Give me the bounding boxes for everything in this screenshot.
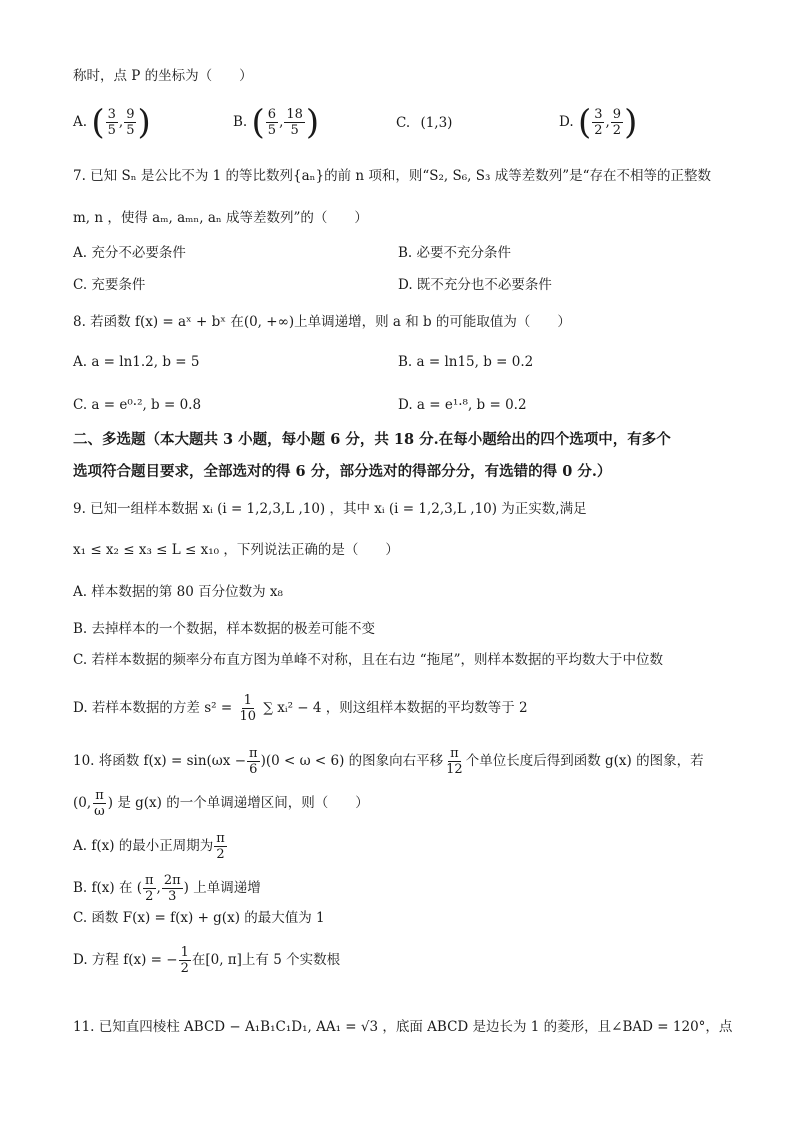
q6-option-b: B. ( $\frac{6}{5}$ , $\frac{18}{5}$ )	[233, 102, 320, 143]
q6-option-c	[396, 113, 452, 133]
q8-option-c: C. a = e⁰·², b = 0.8	[73, 397, 202, 413]
option-letter: A.	[73, 114, 88, 130]
frac-den: 5	[267, 123, 277, 138]
q7-stem-line1: 7. 已知 Sₙ 是公比不为 1 的等比数列{aₙ}的前 n 项和，则“S₂, S₆, S₃ 成等差数列”是“存在不相等的正整数	[73, 168, 711, 184]
frac-den: 5	[126, 123, 135, 138]
option-text: D. 若样本数据的方差 s² =	[73, 700, 233, 716]
stem-text: )(0 < ω < 6) 的图象向右平移	[260, 753, 444, 769]
frac-num: 9	[612, 107, 622, 122]
q8-option-a: A. a = ln1.2, b = 5	[73, 354, 200, 370]
q9-option-a: A. 样本数据的第 80 百分位数为 x₈	[73, 584, 283, 600]
q10-option-b: B. f(x) 在 ( $\frac{\pi}{2}$ , $\frac{2\pi}{3}$ ) 上单调递增	[73, 873, 261, 904]
q8-option-d: D. a = e¹·⁸, b = 0.2	[398, 397, 527, 413]
stem-text: 10. 将函数 f(x) = sin(ωx −	[73, 753, 247, 769]
option-text: A. f(x) 的最小正周期为	[73, 838, 214, 854]
option-text: B. f(x) 在 (	[73, 880, 142, 896]
q10-stem-line2	[73, 788, 369, 819]
frac-den: 10	[239, 709, 257, 724]
q7-option-a: A. 充分不必要条件	[73, 245, 186, 261]
frac-den: 2	[216, 847, 225, 862]
option-letter: D.	[559, 114, 574, 130]
frac-num: π	[216, 831, 225, 846]
option-text: D. 方程 f(x) = −	[73, 952, 178, 968]
option-text: ∑ xᵢ² − 4 ，则这组样本数据的平均数等于 2	[263, 700, 528, 716]
q9-stem-line2: x₁ ≤ x₂ ≤ x₃ ≤ L ≤ x₁₀ ，下列说法正确的是（ ）	[73, 542, 399, 558]
frac-den: 12	[446, 762, 463, 777]
q10-option-d	[73, 945, 340, 976]
q6-option-a: A. ( $\frac{3}{5}$ , $\frac{9}{5}$ )	[73, 102, 151, 143]
q9-option-b: B. 去掉样本的一个数据，样本数据的极差可能不变	[73, 621, 376, 637]
frac-num: 6	[267, 107, 277, 122]
frac-num: 18	[286, 107, 303, 122]
frac-num: 2π	[163, 873, 181, 888]
q10-option-a	[73, 831, 228, 862]
q7-option-d: D. 既不充分也不必要条件	[398, 277, 552, 293]
frac-num: π	[145, 873, 154, 888]
frac-num: 9	[126, 107, 135, 122]
option-letter: B.	[233, 114, 248, 130]
question-continuation: 称时，点 P 的坐标为（ ）	[73, 68, 253, 84]
q9-stem-line1: 9. 已知一组样本数据 xᵢ (i = 1,2,3,L ,10) ，其中 xᵢ (i = 1,2,3,L ,10) 为正实数,满足	[73, 501, 587, 517]
frac-den: 3	[168, 889, 177, 904]
stem-text: (0,	[73, 795, 92, 811]
frac-den: 5	[107, 123, 116, 138]
stem-text: ) 是 g(x) 的一个单调递增区间，则（ ）	[107, 795, 369, 811]
q10-option-c: C. 函数 F(x) = f(x) + g(x) 的最大值为 1	[73, 910, 325, 926]
option-text: ) 上单调递增	[183, 880, 261, 896]
section-heading-line1: 二、多选题（本大题共 3 小题，每小题 6 分，共 18 分.在每小题给出的四个选项中，有多个	[73, 431, 671, 448]
q9-option-d	[73, 693, 528, 724]
q8-option-b: B. a = ln15, b = 0.2	[398, 354, 534, 370]
q7-option-b: B. 必要不充分条件	[398, 245, 512, 261]
frac-den: 6	[249, 762, 258, 777]
q7-stem-line2: m, n ，使得 aₘ, aₘₙ, aₙ 成等差数列”的（ ）	[73, 210, 368, 226]
q8-stem: 8. 若函数 f(x) = aˣ + bˣ 在(0, +∞)上单调递增，则 a 和 b 的可能取值为（ ）	[73, 314, 571, 330]
frac-num: π	[249, 746, 258, 761]
frac-den: 2	[145, 889, 154, 904]
q11-stem-line1: 11. 已知直四棱柱 ABCD − A₁B₁C₁D₁, AA₁ = √3 ，底面 ABCD 是边长为 1 的菱形，且∠BAD = 120°，点	[73, 1019, 733, 1035]
q7-option-c: C. 充要条件	[73, 277, 146, 293]
q6-option-d: D. ( $\frac{3}{2}$ , $\frac{9}{2}$ )	[559, 102, 638, 143]
option-letter: C.	[396, 115, 411, 131]
frac-num: 1	[243, 693, 252, 708]
option-value: (1,3)	[420, 115, 453, 131]
section-heading-line2: 选项符合题目要求，全部选对的得 6 分，部分选对的得部分分，有选错的得 0 分.）	[73, 463, 612, 480]
stem-text: 个单位长度后得到函数 g(x) 的图象，若	[465, 753, 704, 769]
frac-num: 3	[107, 107, 116, 122]
q10-stem-line1	[73, 746, 704, 777]
frac-den: ω	[94, 804, 105, 819]
frac-num: π	[95, 788, 104, 803]
frac-den: 2	[612, 123, 622, 138]
frac-num: 3	[594, 107, 603, 122]
q9-option-c: C. 若样本数据的频率分布直方图为单峰不对称，且在右边 “拖尾”，则样本数据的平均数大于中位数	[73, 652, 664, 668]
option-text: 在[0, π]上有 5 个实数根	[191, 952, 341, 968]
frac-den: 2	[594, 123, 603, 138]
frac-num: π	[450, 746, 459, 761]
frac-den: 2	[180, 961, 189, 976]
frac-den: 5	[290, 123, 299, 138]
frac-num: 1	[180, 945, 189, 960]
